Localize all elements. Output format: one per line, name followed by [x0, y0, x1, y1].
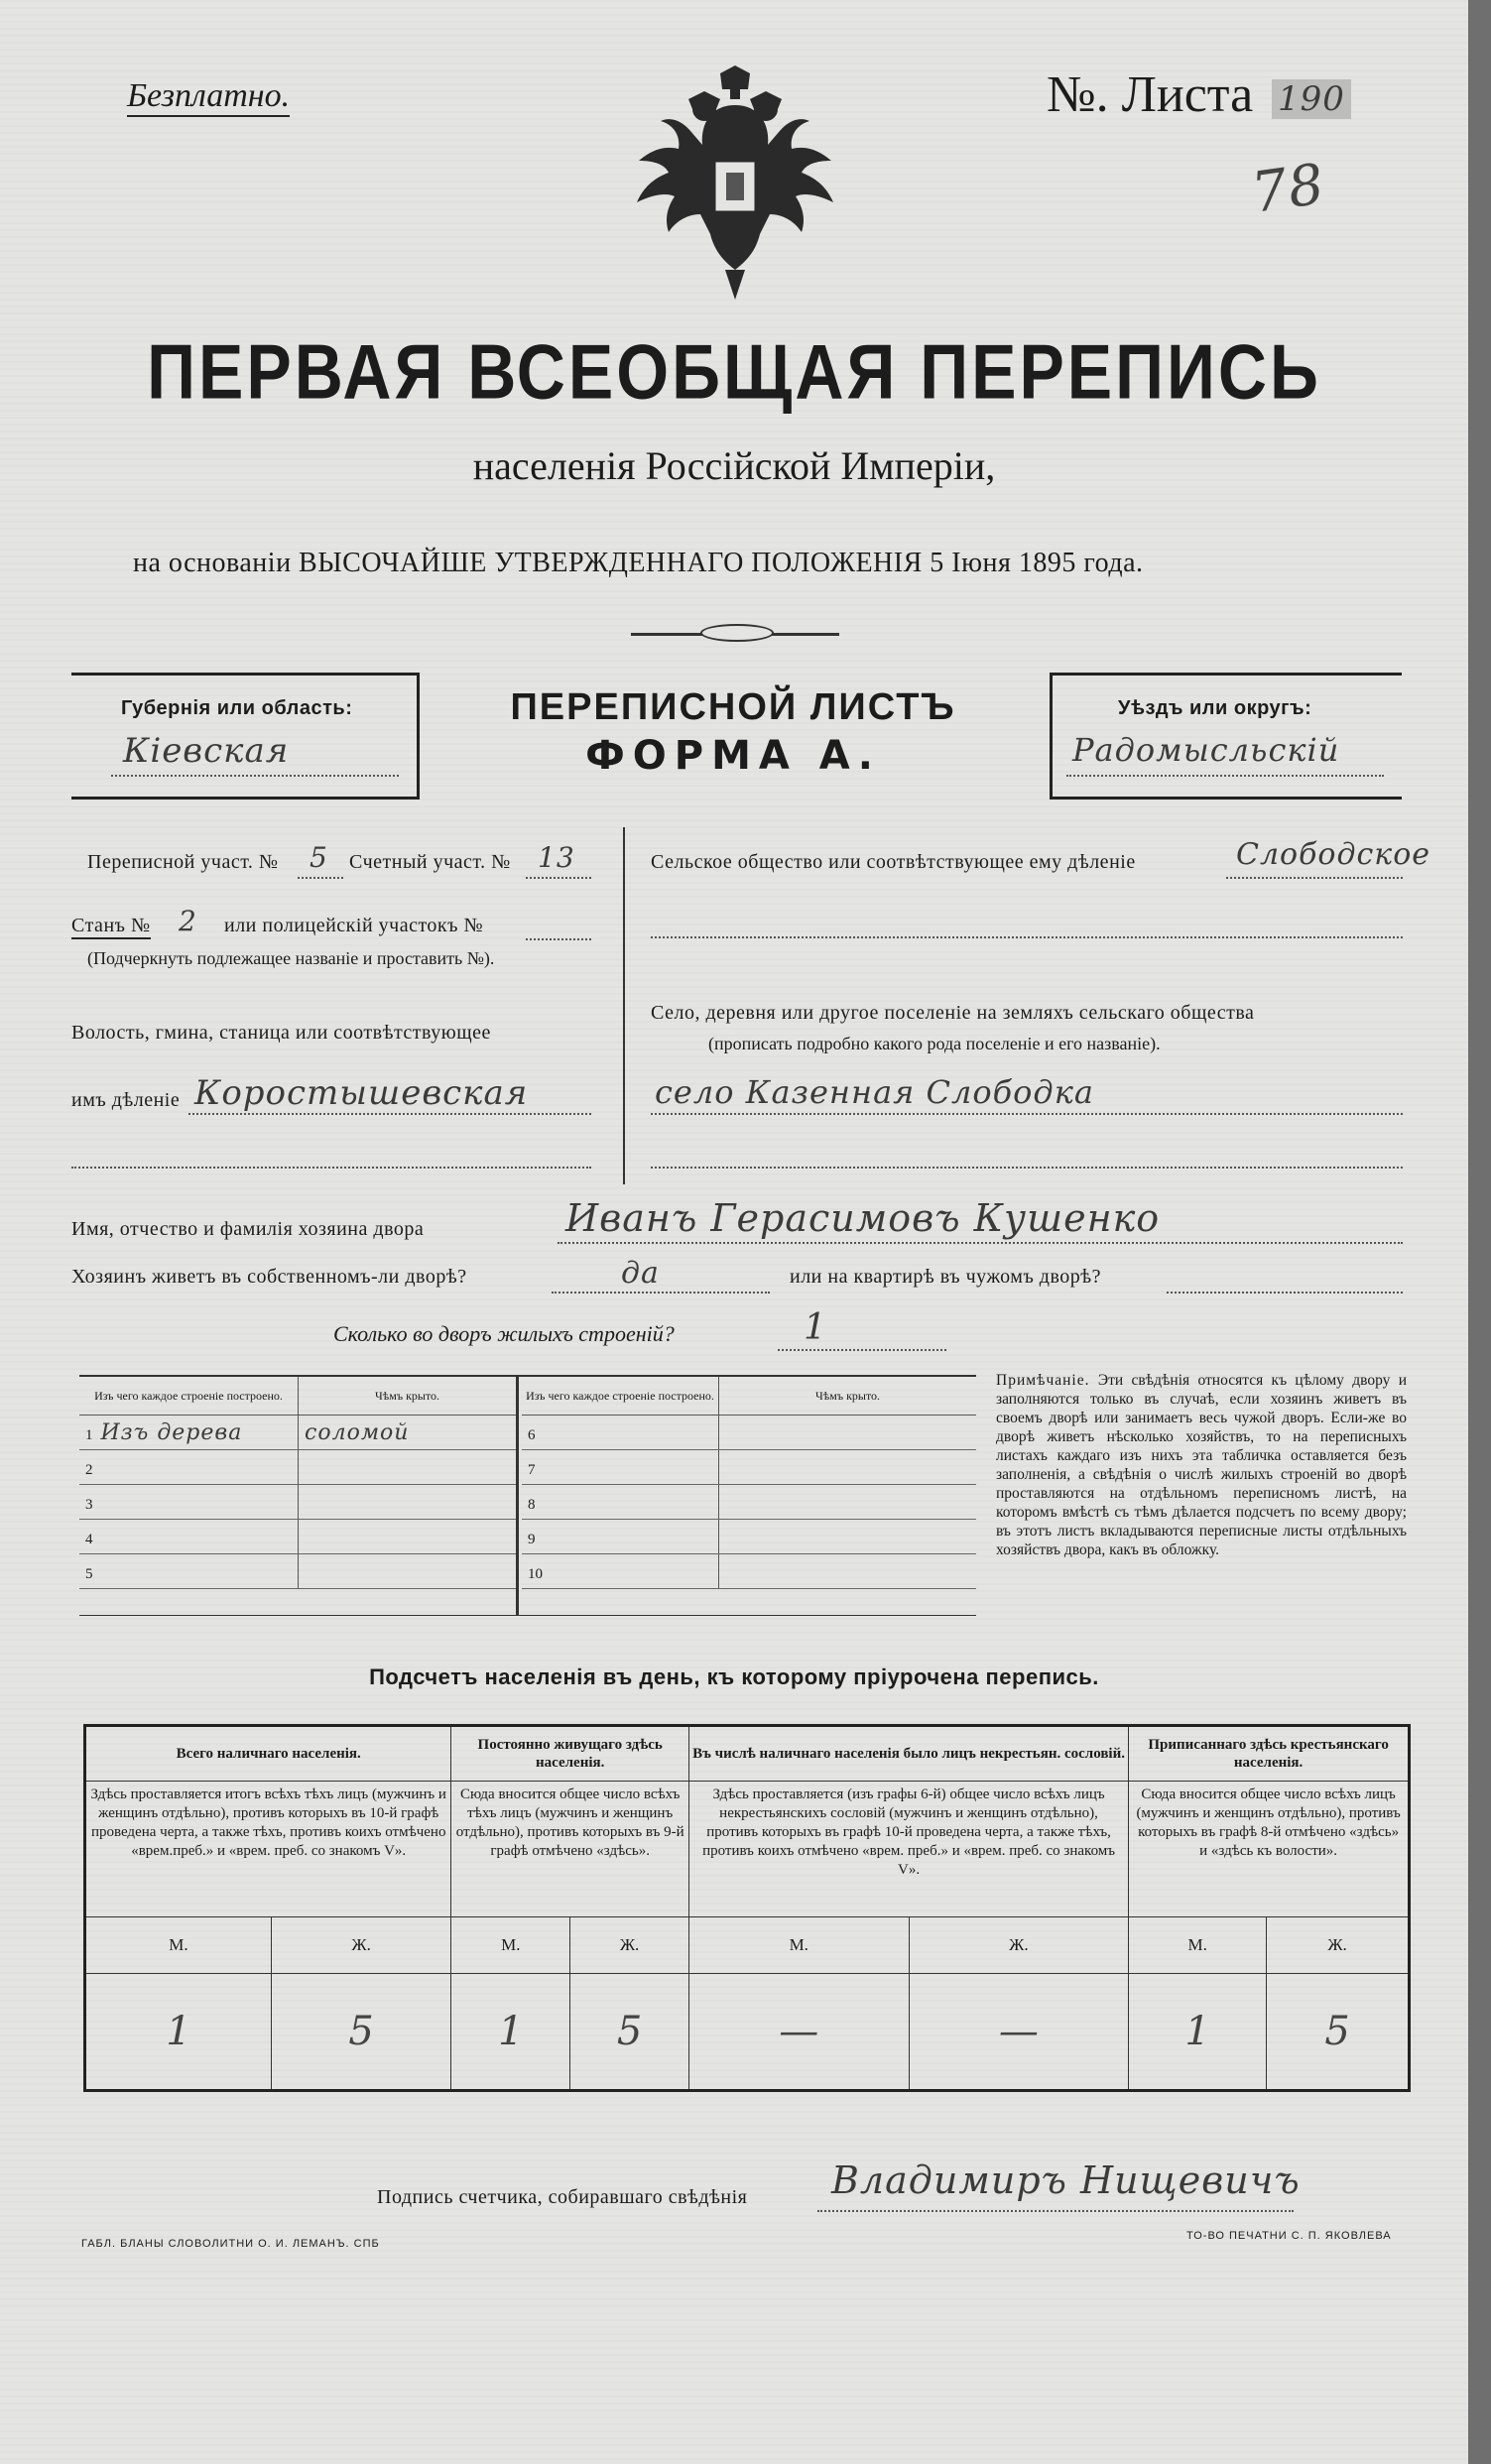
female-count: 5 [271, 1974, 451, 2091]
dwellings-note [996, 1371, 1407, 1559]
form-title-box [417, 673, 1050, 794]
own-yard-value: да [621, 1256, 660, 1291]
legal-basis: на основаніи ВЫСОЧАЙШЕ УТВЕРЖДЕННАГО ПОЛОЖЕНІЯ 5 Іюня 1895 года. [133, 548, 1144, 578]
male-header: М. [451, 1917, 570, 1974]
dwelling-roof [719, 1485, 977, 1520]
signature-value: Владимиръ Нищевичъ [831, 2158, 1301, 2202]
dwelling-row [522, 1520, 976, 1554]
perepis-uch-label: Переписной участ. № [87, 851, 279, 873]
perepis-uch-value: 5 [310, 841, 328, 874]
count-column-description: Сюда вносится общее число всѣхъ тѣхъ лицъ (мужчинъ и женщинъ отдѣльно), противъ которыхъ въ 9-й графѣ отмѣчено «здѣсь». [451, 1782, 689, 1917]
dwelling-number: 1 [85, 1426, 93, 1443]
stan-value: 2 [179, 905, 197, 937]
sheet-number-label: №. Листа [1047, 66, 1254, 123]
ornament-center [700, 624, 774, 642]
sheet-number-value: 190 [1272, 79, 1351, 119]
selsk-label: Сельское общество или соотвѣтствующее ему дѣленіе [651, 851, 1136, 873]
dwelling-number: 9 [528, 1531, 536, 1547]
dwellings-table-frame [79, 1375, 976, 1616]
print-left: ГАБЛ. БЛАНЫ СЛОВОЛИТНИ О. И. ЛЕМАНЪ. СПБ [81, 2238, 380, 2250]
female-header: Ж. [909, 1917, 1129, 1974]
signature-label: Подпись счетчика, собиравшаго свѣдѣнія [377, 2186, 748, 2208]
uezd-label: Уѣздъ или округъ: [1118, 697, 1312, 719]
buildings-label: Сколько во дворъ жилыхъ строеній? [333, 1321, 675, 1346]
count-column-title: Въ числѣ наличнаго населенія было лицъ некрестьян. сословій. [688, 1726, 1128, 1782]
dwelling-row [79, 1554, 516, 1589]
note-text: Эти свѣдѣнія относятся къ цѣлому двору и заполняются только въ случаѣ, если хозяинъ живетъ въ своемъ дворѣ или занимаетъ весь чужой дворъ. Если-же во дворѣ живетъ нѣсколько хозяйствъ, то на переписныхъ листахъ каждаго изъ нихъ эта табличка оставляется безъ заполненія, а свѣдѣнія о числѣ жилыхъ строеній во дворѣ проставляются на отдѣльномъ переписномъ листѣ, на которомъ вмѣстѣ съ тѣмъ дѣлается подсчетъ по всему двору; въ этотъ листъ вкладываются переписные листы отдѣльныхъ хозяйствъ двора, какъ въ обложку. [996, 1372, 1408, 1558]
police-label: или полицейскій участокъ № [224, 915, 484, 936]
dwelling-number: 6 [528, 1426, 536, 1443]
dwelling-roof [719, 1554, 977, 1589]
double-headed-eagle-icon [631, 65, 839, 300]
dwelling-row [522, 1554, 976, 1589]
dwelling-number: 7 [528, 1461, 536, 1478]
dwelling-row [79, 1450, 516, 1485]
buildings-value: 1 [804, 1307, 827, 1348]
count-column-title: Постоянно живущаго здѣсь населенія. [451, 1726, 689, 1782]
male-header: М. [688, 1917, 909, 1974]
dwelling-roof [719, 1450, 977, 1485]
document-subtitle: населенія Россійской Имперіи, [472, 443, 996, 488]
document-title: ПЕРВАЯ ВСЕОБЩАЯ ПЕРЕПИСЬ [147, 328, 1321, 416]
dwelling-row [79, 1485, 516, 1520]
field-divider [623, 827, 625, 1184]
count-heading: Подсчетъ населенія въ день, къ которому пріурочена перепись. [369, 1664, 1099, 1689]
volost-label: Волость, гмина, станица или соотвѣтствующее [71, 1022, 491, 1044]
form-title: ПЕРЕПИСНОЙ ЛИСТЪ [510, 686, 956, 728]
owner-label: Имя, отчество и фамилія хозяина двора [71, 1218, 425, 1240]
form-letter: ФОРМА А. [585, 733, 881, 779]
dwelling-row [522, 1450, 976, 1485]
dwelling-number: 3 [85, 1496, 93, 1513]
owner-value: Иванъ Герасимовъ Кушенко [565, 1196, 1161, 1240]
dwellings-table-left [79, 1377, 516, 1589]
pencil-mark: 78 [1247, 152, 1329, 226]
col-material-2: Изъ чего каждое строеніе построено. [522, 1377, 719, 1416]
selo-note: (прописать подробно какого рода поселеніе и его названіе). [708, 1034, 1161, 1053]
female-count: — [909, 1974, 1129, 2091]
gubernia-value: Кіевская [123, 731, 290, 771]
col-roof-2: Чѣмъ крыто. [719, 1377, 977, 1416]
underline-note: (Подчеркнуть подлежащее названіе и проставить №). [87, 948, 495, 968]
print-right: ТО-ВО ПЕЧАТНИ С. П. ЯКОВЛЕВА [1186, 2230, 1392, 2242]
female-header: Ж. [271, 1917, 451, 1974]
schet-uch-label: Счетный участ. № [349, 851, 511, 873]
male-count: 1 [1129, 1974, 1267, 2091]
selsk-value: Слободское [1236, 837, 1431, 872]
dwelling-number: 4 [85, 1531, 93, 1547]
dwelling-number: 5 [85, 1565, 93, 1582]
dwelling-row [522, 1485, 976, 1520]
schet-uch-value: 13 [538, 841, 575, 874]
dwelling-row [522, 1416, 976, 1450]
female-header: Ж. [570, 1917, 689, 1974]
note-title: Примѣчаніе. [996, 1372, 1090, 1389]
uezd-value: Радомысльскій [1072, 731, 1340, 769]
selo-value: село Казенная Слободка [655, 1073, 1094, 1111]
col-material: Изъ чего каждое строеніе построено. [79, 1377, 299, 1416]
female-header: Ж. [1267, 1917, 1410, 1974]
dwelling-roof [719, 1416, 977, 1450]
dwelling-roof [299, 1485, 517, 1520]
dwelling-number: 2 [85, 1461, 93, 1478]
female-count: 5 [570, 1974, 689, 2091]
rent-label: или на квартирѣ въ чужомъ дворѣ? [790, 1266, 1102, 1288]
male-count: 1 [451, 1974, 570, 2091]
scan-edge [1468, 0, 1491, 2464]
dwelling-roof: соломой [299, 1416, 517, 1450]
count-column-title: Всего наличнаго населенія. [85, 1726, 451, 1782]
dwelling-number: 10 [528, 1565, 543, 1582]
dwelling-number: 8 [528, 1496, 536, 1513]
free-label: Безплатно. [127, 77, 290, 117]
stan-label: Станъ № [71, 915, 151, 939]
dwelling-material: Изъ дерева [100, 1419, 243, 1445]
dwelling-row [79, 1416, 516, 1450]
dwelling-roof [299, 1450, 517, 1485]
male-header: М. [85, 1917, 272, 1974]
dwelling-row [79, 1520, 516, 1554]
count-column-description: Здѣсь проставляется (изъ графы 6-й) общее число всѣхъ лицъ некрестьянскихъ сословій (мужчинъ и женщинъ отдѣльно), противъ которыхъ въ графѣ 10-й проведена черта, а также тѣхъ, противъ коихъ отмѣчено «врем. преб.» и «врем. преб. со знакомъ V». [688, 1782, 1128, 1917]
male-count: — [688, 1974, 909, 2091]
col-roof: Чѣмъ крыто. [299, 1377, 517, 1416]
population-count-table [83, 1724, 1411, 2092]
selo-label: Село, деревня или другое поселеніе на земляхъ сельскаго общества [651, 1002, 1255, 1024]
dwellings-table-right [522, 1377, 976, 1589]
male-count: 1 [85, 1974, 272, 2091]
count-column-description: Сюда вносится общее число всѣхъ лицъ (мужчинъ и женщинъ отдѣльно), противъ которыхъ въ графѣ 8-й отмѣчено «здѣсь» и «здѣсь къ волости». [1129, 1782, 1410, 1917]
gubernia-label: Губернія или область: [121, 697, 353, 719]
count-column-description: Здѣсь проставляется итогъ всѣхъ тѣхъ лицъ (мужчинъ и женщинъ отдѣльно), противъ которыхъ въ 10-й графѣ проведена черта, а также тѣхъ, противъ коихъ отмѣчено «врем.преб.» и «врем. преб. со знакомъ V». [85, 1782, 451, 1917]
volost-label-2: имъ дѣленіе [71, 1089, 181, 1111]
dwelling-roof [299, 1554, 517, 1589]
uezd-box [1050, 673, 1402, 800]
female-count: 5 [1267, 1974, 1410, 2091]
gubernia-box [71, 673, 420, 800]
dwelling-roof [719, 1520, 977, 1554]
own-yard-label: Хозяинъ живетъ въ собственномъ-ли дворѣ? [71, 1266, 467, 1288]
volost-value: Коростышевская [194, 1073, 529, 1113]
male-header: М. [1129, 1917, 1267, 1974]
count-column-title: Приписаннаго здѣсь крестьянскаго населенія. [1129, 1726, 1410, 1782]
dwelling-roof [299, 1520, 517, 1554]
